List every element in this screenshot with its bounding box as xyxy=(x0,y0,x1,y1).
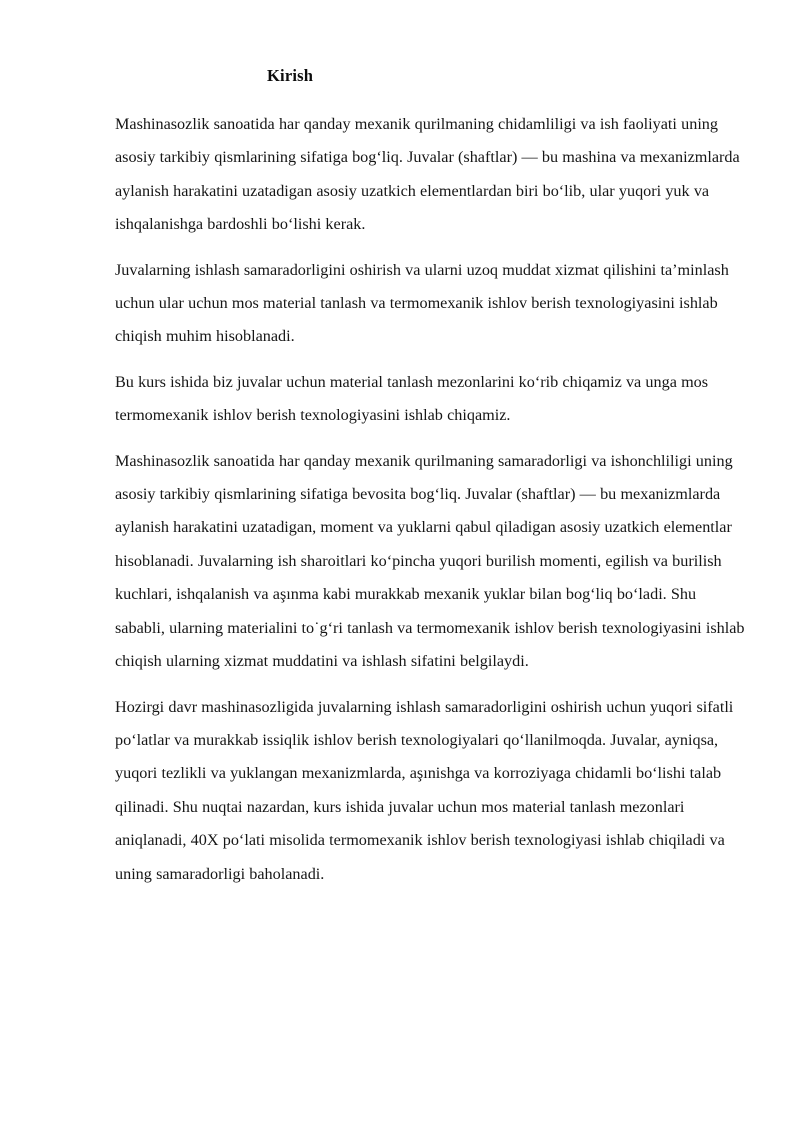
paragraph-2: Juvalarning ishlash samaradorligini oshirish va ularni uzoq muddat xizmat qilishini ta’minlash uchun ular uchun mos material tanlash va termomexanik ishlov berish texnologiyasini ishlab chiqish muhim hisoblanadi. xyxy=(115,260,729,346)
page-title: Kirish xyxy=(267,66,314,85)
paragraph-3: Bu kurs ishida biz juvalar uchun material tanlash mezonlarini koʻrib chiqamiz va unga mos termomexanik ishlov berish texnologiyasini ishlab chiqamiz. xyxy=(115,372,709,425)
paragraph-5: Hozirgi davr mashinasozligida juvalarning ishlash samaradorligini oshirish uchun yuqori sifatli poʻlatlar va murakkab issiqlik ishlov berish texnologiyalari qoʻllanilmoqda. Juvalar, ayniqsa, yuqori tezlikli va yuklangan mexanizmlarda, aşınishga va korroziyaga chidamli boʻlishi talab qilinadi. Shu nuqtai nazardan, kurs ishida juvalar uchun mos material tanlash mezonlari aniqlanadi, 40X poʻlati misolida termomexanik ishlov berish texnologiyasi ishlab chiqiladi va uning samaradorligi baholanadi. xyxy=(115,697,734,883)
document-text-column xyxy=(115,62,745,891)
paragraph-4: Mashinasozlik sanoatida har qanday mexanik qurilmaning samaradorligi va ishonchliligi uning asosiy tarkibiy qismlarining sifatiga bevosita bogʻliq. Juvalar (shaftlar) — bu mexanizmlarda aylanish harakatini uzatadigan, moment va yuklarni qabul qiladigan asosiy uzatkich elementlar hisoblanadi. Juvalarning ish sharoitlari koʻpincha yuqori burilish momenti, egilish va burilish kuchlari, ishqalanish va aşınma kabi murakkab mexanik yuklar bilan bogʻliq boʻladi. Shu sababli, ularning materialini to˙gʻri tanlash va termomexanik ishlov berish texnologiyasini ishlab chiqish ularning xizmat muddatini va ishlash sifatini belgilaydi. xyxy=(115,451,745,671)
paragraph-1: Mashinasozlik sanoatida har qanday mexanik qurilmaning chidamliligi va ish faoliyati uning asosiy tarkibiy qismlarining sifatiga bogʻliq. Juvalar (shaftlar) — bu mashina va mexanizmlarda aylanish harakatini uzatadigan asosiy uzatkich elementlardan biri boʻlib, ular yuqori yuk va ishqalanishga bardoshli boʻlishi kerak. xyxy=(115,115,740,234)
